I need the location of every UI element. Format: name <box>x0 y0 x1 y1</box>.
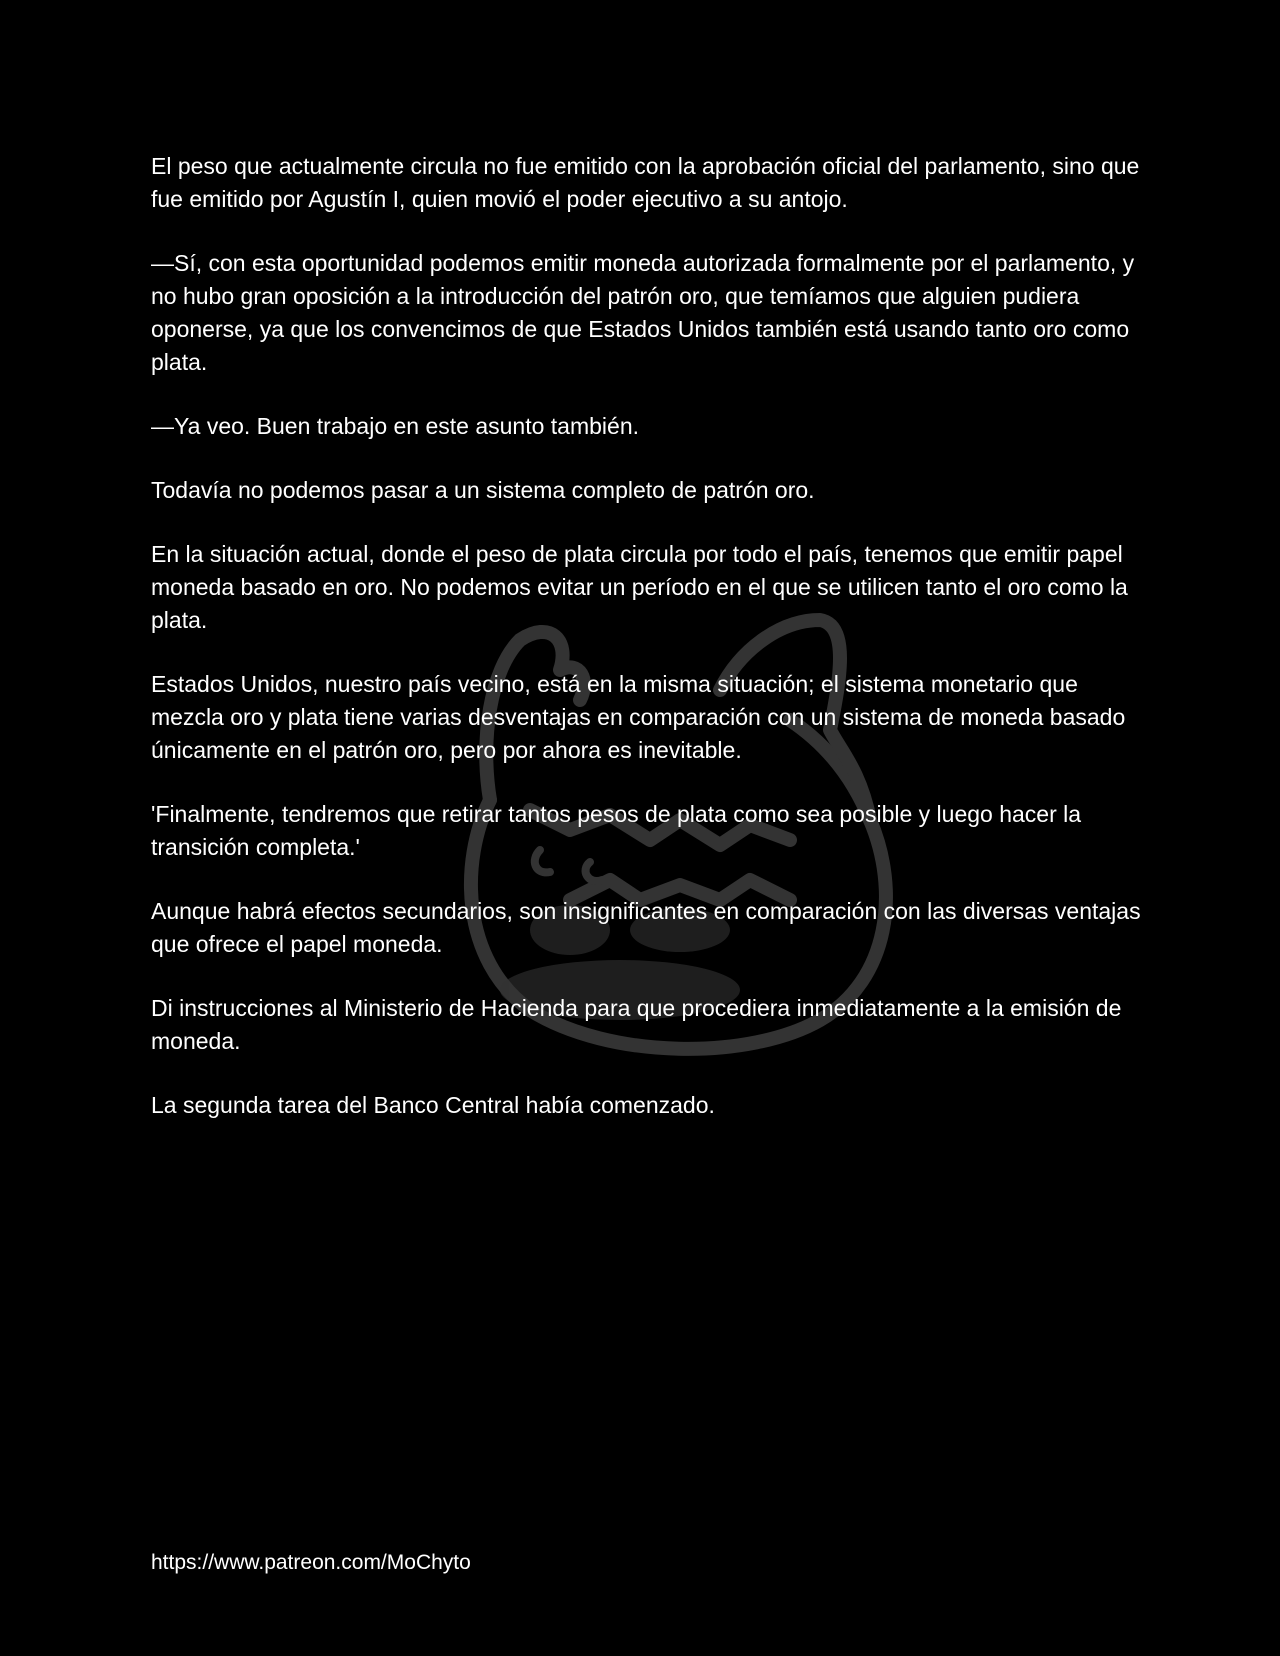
paragraph: La segunda tarea del Banco Central había comenzado. <box>151 1092 715 1118</box>
paragraph: Estados Unidos, nuestro país vecino, está en la misma situación; el sistema monetario que mezcla oro y plata tiene varias desventajas en comparación con un sistema de moneda basado únicamente en el patrón oro, pero por ahora es inevitable. <box>151 671 1126 763</box>
paragraph: —Ya veo. Buen trabajo en este asunto también. <box>151 413 639 439</box>
paragraph: Todavía no podemos pasar a un sistema completo de patrón oro. <box>151 477 815 503</box>
paragraph: El peso que actualmente circula no fue emitido con la aprobación oficial del parlamento, sino que fue emitido por Agustín I, quien movió el poder ejecutivo a su antojo. <box>151 153 1140 212</box>
paragraph: Aunque habrá efectos secundarios, son insignificantes en comparación con las diversas ventajas que ofrece el papel moneda. <box>151 898 1141 957</box>
paragraph: Di instrucciones al Ministerio de Hacienda para que procediera inmediatamente a la emisión de moneda. <box>151 995 1122 1054</box>
patreon-link[interactable]: https://www.patreon.com/MoChyto <box>151 1551 471 1574</box>
paragraph: En la situación actual, donde el peso de plata circula por todo el país, tenemos que emitir papel moneda basado en oro. No podemos evitar un período en el que se utilicen tanto el oro como la plata. <box>151 541 1128 633</box>
paragraph: 'Finalmente, tendremos que retirar tantos pesos de plata como sea posible y luego hacer la transición completa.' <box>151 801 1082 860</box>
chapter-text <box>151 150 1141 1153</box>
paragraph: —Sí, con esta oportunidad podemos emitir moneda autorizada formalmente por el parlamento, y no hubo gran oposición a la introducción del patrón oro, que temíamos que alguien pudiera oponerse, ya que los convencimos de que Estados Unidos también está usando tanto oro como plata. <box>151 250 1135 375</box>
